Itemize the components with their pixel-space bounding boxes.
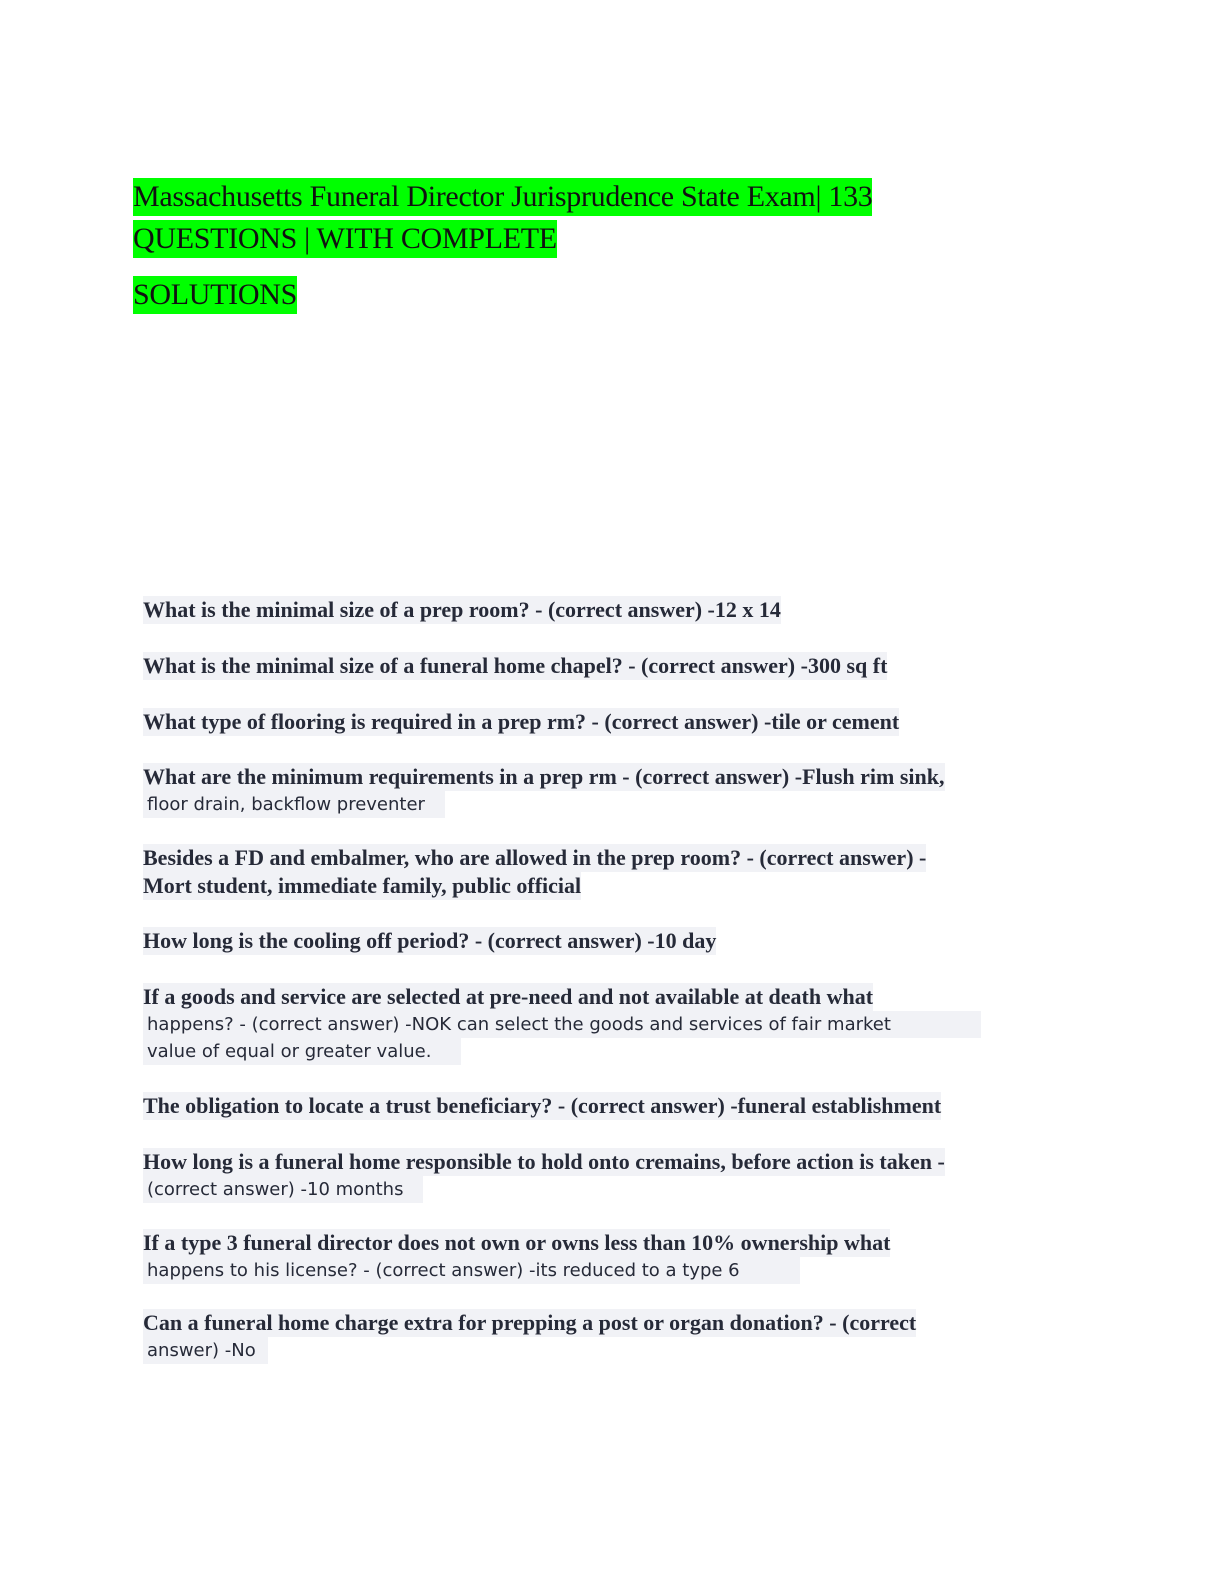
- title-line-3: SOLUTIONS: [133, 276, 297, 314]
- qa-item: [143, 983, 1043, 1065]
- question-text: How long is the cooling off period? - (correct answer) -10 day: [143, 928, 717, 953]
- title-line-2: QUESTIONS | WITH COMPLETE: [133, 220, 557, 258]
- answer-text: happens to his license? - (correct answer) -its reduced to a type 6: [143, 1257, 800, 1284]
- qa-item: [143, 844, 1043, 900]
- question-text: If a type 3 funeral director does not own or owns less than 10% ownership what: [143, 1230, 891, 1255]
- qa-item: [143, 1229, 1043, 1284]
- answer-text: floor drain, backflow preventer: [143, 791, 445, 818]
- question-text: The obligation to locate a trust beneficiary? - (correct answer) -funeral establishment: [143, 1093, 942, 1118]
- qa-item: [143, 708, 1043, 736]
- question-text: How long is a funeral home responsible to hold onto cremains, before action is taken -: [143, 1149, 945, 1174]
- qa-item: [143, 596, 1043, 624]
- question-text: Can a funeral home charge extra for prepping a post or organ donation? - (correct: [143, 1310, 917, 1335]
- answer-text: answer) -No: [143, 1337, 268, 1364]
- answer-text: Mort student, immediate family, public official: [143, 873, 582, 898]
- answer-text: value of equal or greater value.: [143, 1038, 461, 1065]
- qa-item: [143, 763, 1043, 818]
- qa-item: [143, 1309, 1043, 1364]
- question-text: Besides a FD and embalmer, who are allowed in the prep room? - (correct answer) -: [143, 845, 927, 870]
- answer-text: happens? - (correct answer) -NOK can select the goods and services of fair market: [143, 1011, 981, 1038]
- qa-item: [143, 1148, 1043, 1203]
- title-line-1: Massachusetts Funeral Director Jurisprudence State Exam| 133: [133, 178, 872, 216]
- qa-item: [143, 1092, 1043, 1120]
- qa-item: [143, 652, 1043, 680]
- question-text: What type of flooring is required in a prep rm? - (correct answer) -tile or cement: [143, 709, 900, 734]
- qa-item: [143, 927, 1043, 955]
- question-text: If a goods and service are selected at pre-need and not available at death what: [143, 984, 874, 1009]
- answer-text: (correct answer) -10 months: [143, 1176, 423, 1203]
- question-text: What is the minimal size of a prep room? - (correct answer) -12 x 14: [143, 597, 781, 622]
- question-text: What is the minimal size of a funeral home chapel? - (correct answer) -300 sq ft: [143, 653, 888, 678]
- question-text: What are the minimum requirements in a prep rm - (correct answer) -Flush rim sink,: [143, 764, 945, 789]
